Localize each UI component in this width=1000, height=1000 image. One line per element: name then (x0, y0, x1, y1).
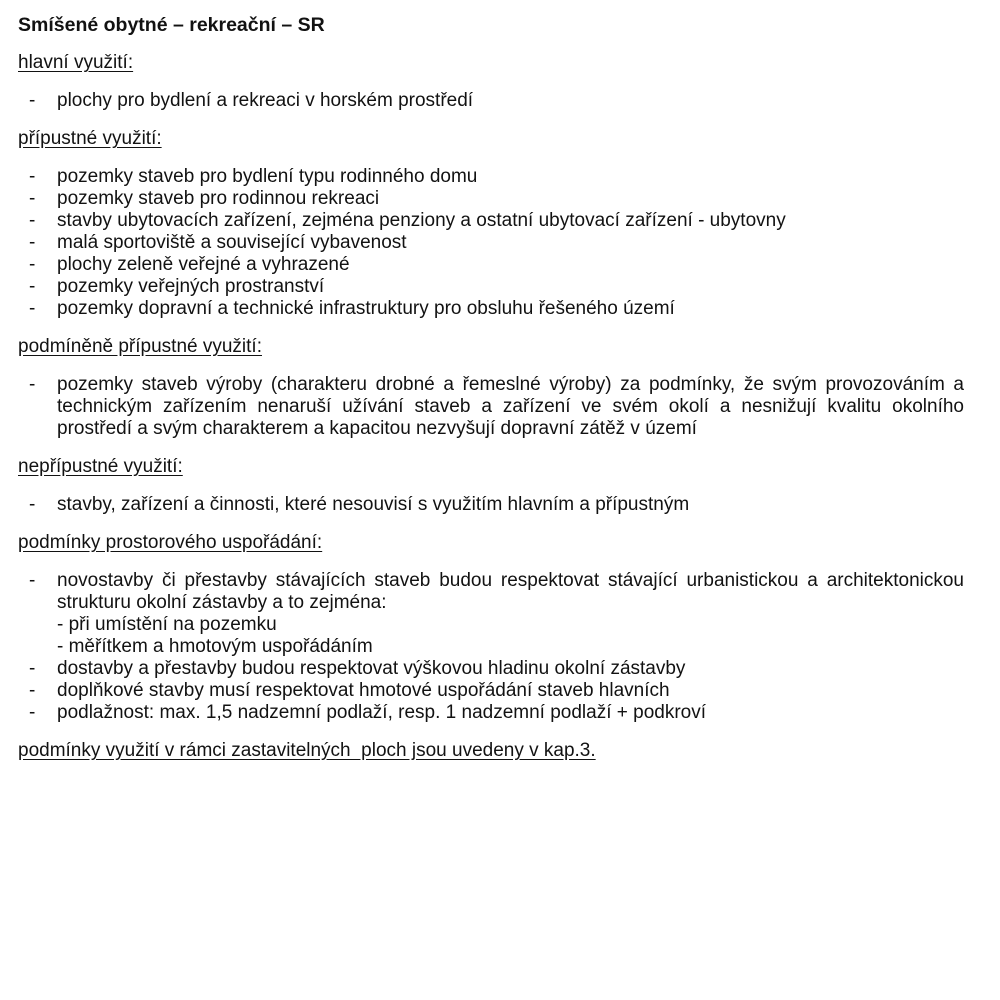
bullet-list (18, 166, 964, 320)
section-heading: nepřípustné využití: (18, 456, 183, 477)
list-item-text: pozemky staveb pro bydlení typu rodinného domu (57, 166, 478, 187)
list-item (18, 680, 964, 702)
list-item-text: novostavby či přestavby stávajících staveb budou respektovat stávající urbanistickou a architektonickou strukturu okolní zástavby a to zejména: (57, 570, 964, 613)
bullet-dash: - (29, 254, 36, 275)
section-heading: podmíněně přípustné využití: (18, 336, 262, 357)
list-item (18, 90, 964, 112)
section-heading: přípustné využití: (18, 128, 162, 149)
bullet-dash: - (29, 680, 36, 701)
list-item-subline: - při umístění na pozemku (57, 614, 277, 635)
bullet-dash: - (29, 298, 36, 319)
list-item-text: stavby, zařízení a činnosti, které nesouvisí s využitím hlavním a přípustným (57, 494, 690, 515)
bullet-list (18, 570, 964, 724)
list-item (18, 702, 964, 724)
list-item-text: pozemky staveb pro rodinnou rekreaci (57, 188, 380, 209)
document-sections (18, 14, 964, 762)
list-item-text: podlažnost: max. 1,5 nadzemní podlaží, resp. 1 nadzemní podlaží + podkroví (57, 702, 707, 723)
bullet-dash: - (29, 374, 36, 395)
list-item (18, 570, 964, 658)
list-item (18, 254, 964, 276)
list-item (18, 188, 964, 210)
bullet-dash: - (29, 570, 36, 591)
bullet-list (18, 374, 964, 440)
list-item-text: dostavby a přestavby budou respektovat výškovou hladinu okolní zástavby (57, 658, 686, 679)
list-item-text: malá sportoviště a související vybavenost (57, 232, 407, 253)
bullet-dash: - (29, 494, 36, 515)
bullet-list (18, 90, 964, 112)
bullet-dash: - (29, 276, 36, 297)
section-heading: hlavní využití: (18, 52, 134, 73)
list-item-text: stavby ubytovacích zařízení, zejména penziony a ostatní ubytovací zařízení - ubytovny (57, 210, 786, 231)
section-heading: podmínky využití v rámci zastavitelných ploch jsou uvedeny v kap.3. (18, 740, 596, 761)
list-item-text: doplňkové stavby musí respektovat hmotové uspořádání staveb hlavních (57, 680, 670, 701)
list-item-text: pozemky staveb výroby (charakteru drobné a řemeslné výroby) za podmínky, že svým provozováním a technickým zařízením nenaruší užívání staveb a zařízení ve svém okolí a nesnižují kvalitu okolního prostředí a svým charakterem a kapacitou nezvyšují dopravní zátěž v území (57, 374, 964, 439)
bullet-dash: - (29, 90, 36, 111)
list-item (18, 298, 964, 320)
list-item (18, 276, 964, 298)
list-item (18, 232, 964, 254)
bullet-dash: - (29, 658, 36, 679)
page-title: Smíšené obytné – rekreační – SR (18, 14, 325, 36)
list-item-text: plochy pro bydlení a rekreaci v horském prostředí (57, 90, 474, 111)
list-item (18, 166, 964, 188)
list-item-text: pozemky dopravní a technické infrastruktury pro obsluhu řešeného území (57, 298, 675, 319)
list-item-subline: - měřítkem a hmotovým uspořádáním (57, 636, 373, 657)
list-item (18, 374, 964, 440)
bullet-dash: - (29, 232, 36, 253)
bullet-dash: - (29, 166, 36, 187)
bullet-dash: - (29, 188, 36, 209)
list-item-text: plochy zeleně veřejné a vyhrazené (57, 254, 350, 275)
list-item (18, 494, 964, 516)
section-heading: podmínky prostorového uspořádání: (18, 532, 323, 553)
list-item (18, 210, 964, 232)
bullet-list (18, 494, 964, 516)
list-item-text: pozemky veřejných prostranství (57, 276, 325, 297)
bullet-dash: - (29, 210, 36, 231)
list-item (18, 658, 964, 680)
bullet-dash: - (29, 702, 36, 723)
